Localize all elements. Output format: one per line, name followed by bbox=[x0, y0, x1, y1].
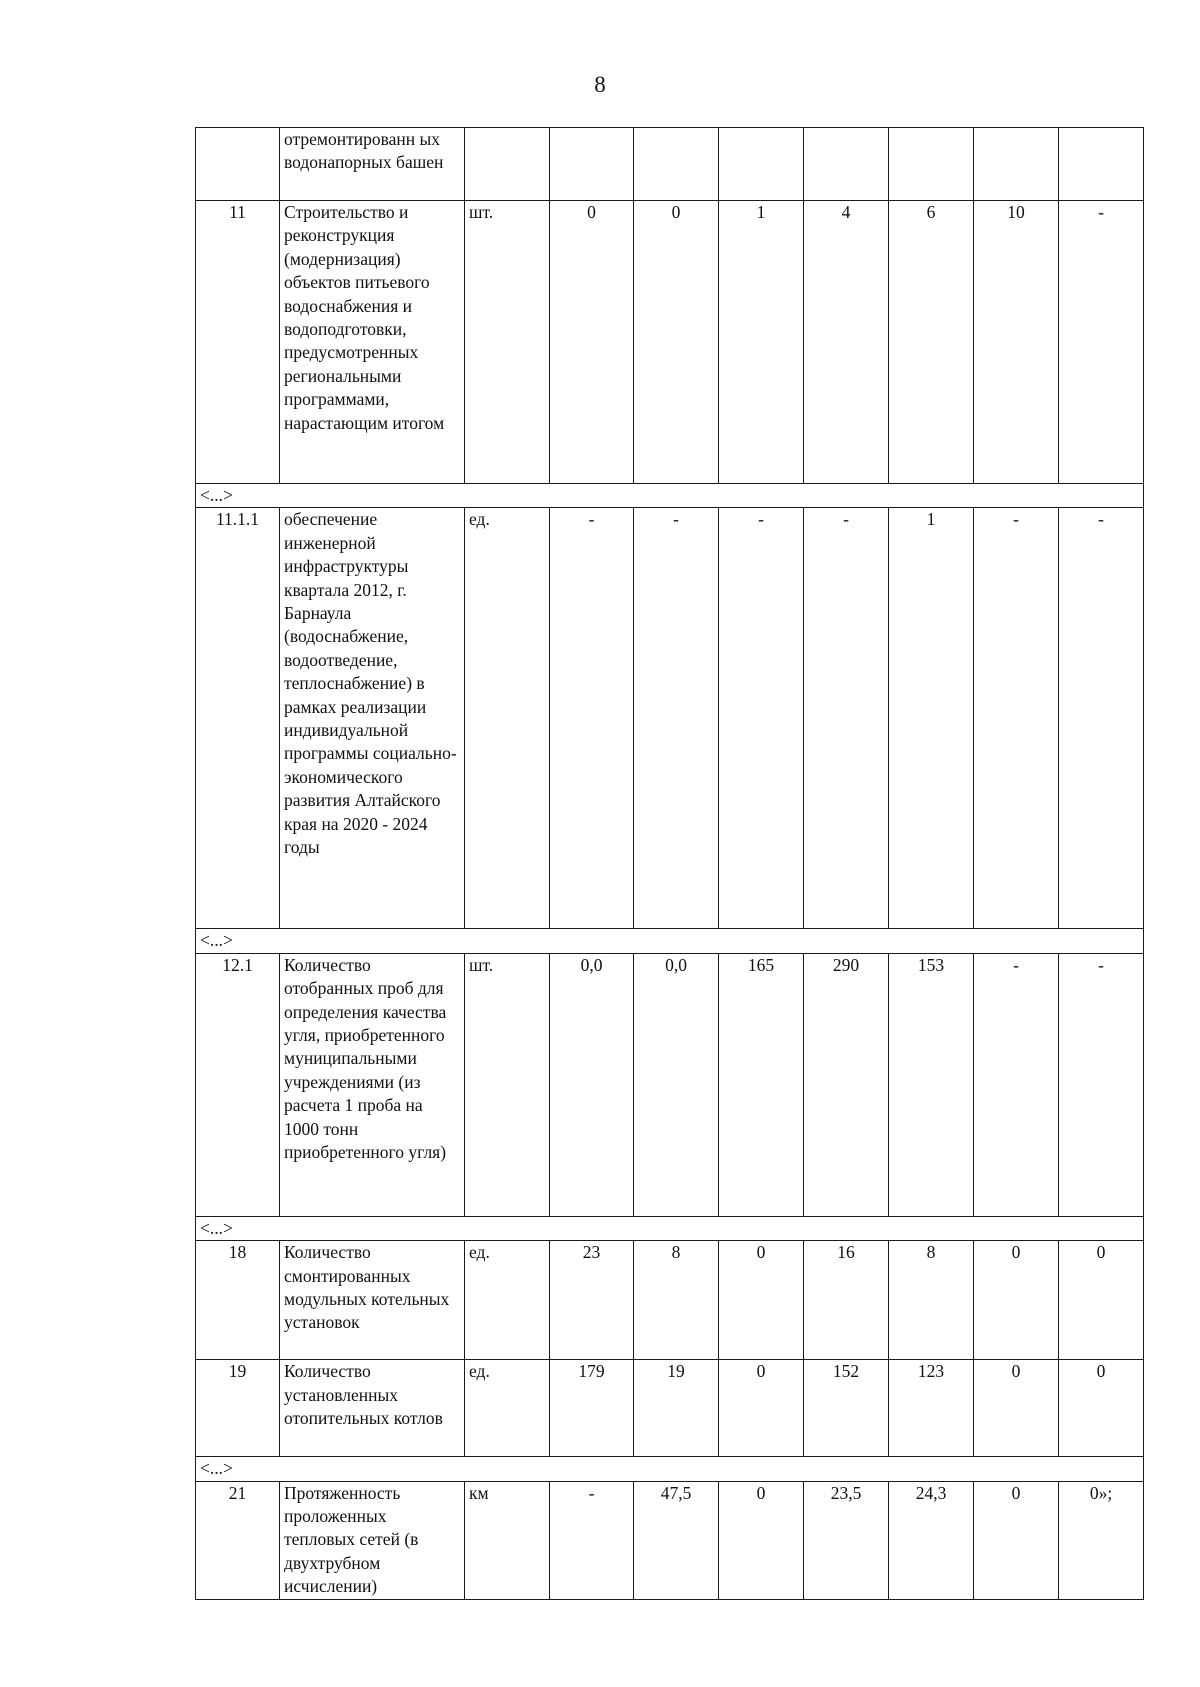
value-cell: 0 bbox=[974, 1360, 1059, 1457]
row-number-cell: 19 bbox=[196, 1360, 280, 1457]
ellipsis-cell: <...> bbox=[196, 484, 1144, 508]
unit-cell bbox=[465, 128, 550, 201]
row-number-cell: 12.1 bbox=[196, 953, 280, 1216]
value-cell: - bbox=[719, 508, 804, 929]
value-cell: 123 bbox=[889, 1360, 974, 1457]
indicator-name-cell: Количество отобранных проб для определения качества угля, приобретенного муниципальными учреждениями (из расчета 1 проба на 1000 тонн приобретенного угля) bbox=[280, 953, 465, 1216]
indicator-name-cell: Строительство и реконструкция (модернизация) объектов питьевого водоснабжения и водоподготовки, предусмотренных региональными программами, нарастающим итогом bbox=[280, 201, 465, 484]
page-number: 8 bbox=[594, 72, 606, 97]
indicator-name-cell: Количество смонтированных модульных котельных установок bbox=[280, 1241, 465, 1360]
value-cell: 0 bbox=[1059, 1241, 1144, 1360]
value-cell bbox=[550, 128, 634, 201]
value-cell: 4 bbox=[804, 201, 889, 484]
value-cell: 0 bbox=[634, 201, 719, 484]
value-cell: - bbox=[550, 1481, 634, 1599]
unit-cell: шт. bbox=[465, 953, 550, 1216]
value-cell: 0 bbox=[719, 1481, 804, 1599]
indicator-name-cell: обеспечение инженерной инфраструктуры квартала 2012, г. Барнаула (водоснабжение, водоотведение, теплоснабжение) в рамках реализации индивидуальной программы социально-экономического развития Алтайского края на 2020 - 2024 годы bbox=[280, 508, 465, 929]
value-cell: 1 bbox=[889, 508, 974, 929]
value-cell: 0 bbox=[550, 201, 634, 484]
ellipsis-cell: <...> bbox=[196, 929, 1144, 953]
value-cell: 290 bbox=[804, 953, 889, 1216]
value-cell: 1 bbox=[719, 201, 804, 484]
row-number-cell: 21 bbox=[196, 1481, 280, 1599]
value-cell: - bbox=[974, 508, 1059, 929]
indicator-name-cell: Количество установленных отопительных котлов bbox=[280, 1360, 465, 1457]
row-number-cell: 18 bbox=[196, 1241, 280, 1360]
value-cell: - bbox=[1059, 201, 1144, 484]
unit-cell: ед. bbox=[465, 508, 550, 929]
value-cell: 8 bbox=[634, 1241, 719, 1360]
value-cell: 23 bbox=[550, 1241, 634, 1360]
value-cell: - bbox=[1059, 508, 1144, 929]
value-cell bbox=[1059, 128, 1144, 201]
table-row bbox=[196, 128, 1144, 201]
value-cell bbox=[719, 128, 804, 201]
omitted-rows-marker bbox=[196, 929, 1144, 953]
value-cell bbox=[634, 128, 719, 201]
omitted-rows-marker bbox=[196, 1216, 1144, 1240]
indicator-name-cell: Протяженность проложенных тепловых сетей (в двухтрубном исчислении) bbox=[280, 1481, 465, 1599]
table-row bbox=[196, 1481, 1144, 1599]
value-cell: 0 bbox=[719, 1360, 804, 1457]
table-row bbox=[196, 1241, 1144, 1360]
omitted-rows-marker bbox=[196, 484, 1144, 508]
omitted-rows-marker bbox=[196, 1457, 1144, 1481]
value-cell: - bbox=[974, 953, 1059, 1216]
value-cell: 165 bbox=[719, 953, 804, 1216]
value-cell: 153 bbox=[889, 953, 974, 1216]
value-cell: - bbox=[634, 508, 719, 929]
value-cell bbox=[804, 128, 889, 201]
value-cell: 16 bbox=[804, 1241, 889, 1360]
value-cell: 47,5 bbox=[634, 1481, 719, 1599]
ellipsis-cell: <...> bbox=[196, 1457, 1144, 1481]
value-cell: 10 bbox=[974, 201, 1059, 484]
value-cell: 6 bbox=[889, 201, 974, 484]
unit-cell: ед. bbox=[465, 1360, 550, 1457]
value-cell: 0 bbox=[974, 1481, 1059, 1599]
table-row bbox=[196, 953, 1144, 1216]
value-cell: 24,3 bbox=[889, 1481, 974, 1599]
value-cell: 19 bbox=[634, 1360, 719, 1457]
value-cell: 0,0 bbox=[550, 953, 634, 1216]
value-cell: 8 bbox=[889, 1241, 974, 1360]
value-cell: 0,0 bbox=[634, 953, 719, 1216]
row-number-cell bbox=[196, 128, 280, 201]
value-cell: 0 bbox=[974, 1241, 1059, 1360]
value-cell: - bbox=[804, 508, 889, 929]
value-cell: 0 bbox=[719, 1241, 804, 1360]
value-cell bbox=[974, 128, 1059, 201]
value-cell bbox=[889, 128, 974, 201]
indicators-table bbox=[195, 127, 1144, 1600]
value-cell: - bbox=[1059, 953, 1144, 1216]
row-number-cell: 11 bbox=[196, 201, 280, 484]
value-cell: 23,5 bbox=[804, 1481, 889, 1599]
table-row bbox=[196, 1360, 1144, 1457]
unit-cell: км bbox=[465, 1481, 550, 1599]
value-cell: 152 bbox=[804, 1360, 889, 1457]
value-cell: 179 bbox=[550, 1360, 634, 1457]
ellipsis-cell: <...> bbox=[196, 1216, 1144, 1240]
unit-cell: ед. bbox=[465, 1241, 550, 1360]
value-cell: - bbox=[550, 508, 634, 929]
row-number-cell: 11.1.1 bbox=[196, 508, 280, 929]
table-row bbox=[196, 201, 1144, 484]
table-row bbox=[196, 508, 1144, 929]
unit-cell: шт. bbox=[465, 201, 550, 484]
value-cell: 0 bbox=[1059, 1360, 1144, 1457]
value-cell: 0»; bbox=[1059, 1481, 1144, 1599]
indicator-name-cell: отремонтированн ых водонапорных башен bbox=[280, 128, 465, 201]
